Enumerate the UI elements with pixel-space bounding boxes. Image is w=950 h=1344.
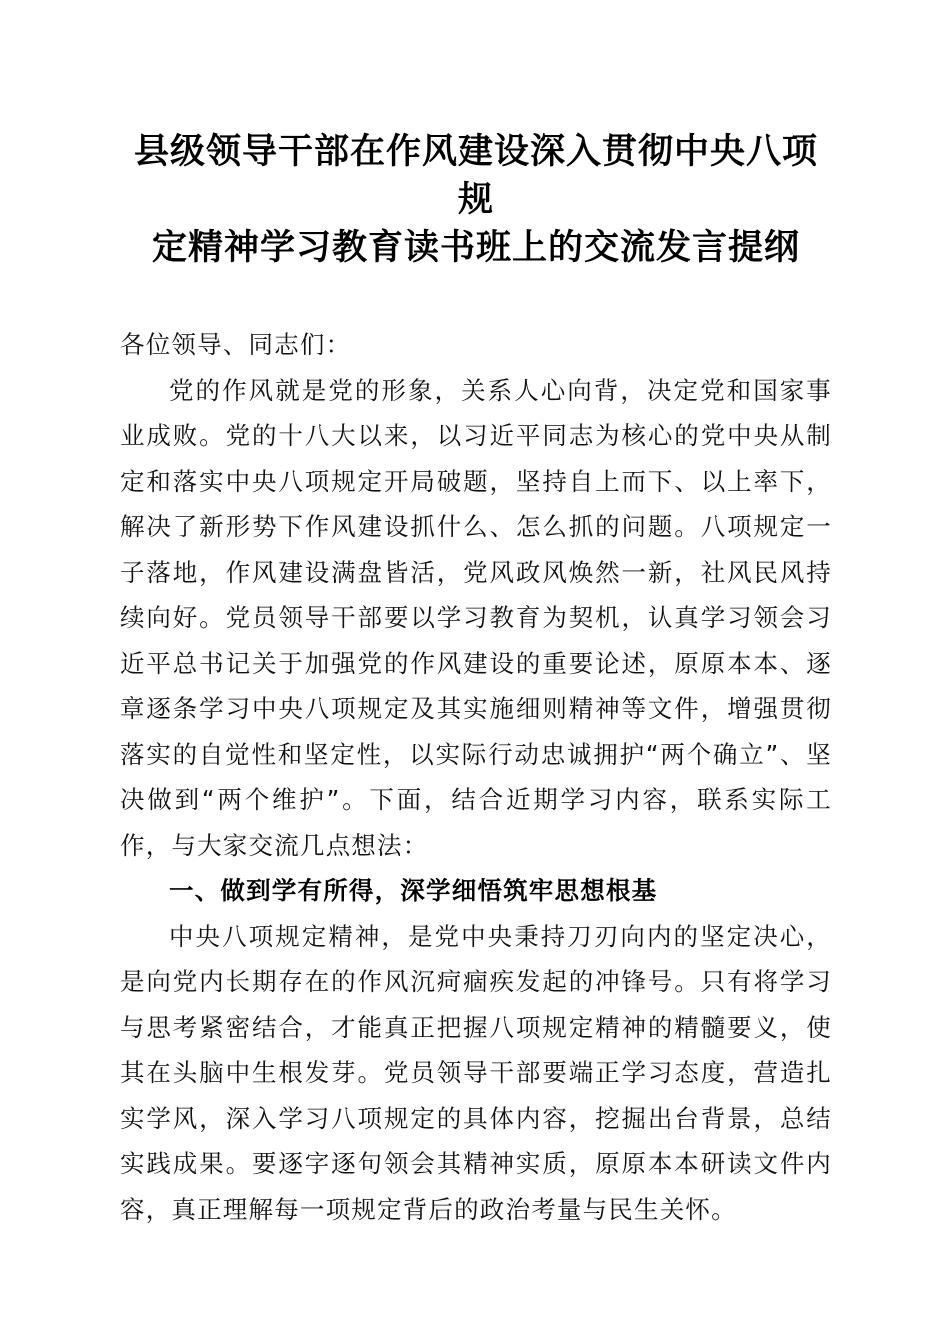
document-title [120,128,832,272]
section-heading: 一、做到学有所得，深学细悟筑牢思想根基 [169,876,658,905]
intro-paragraph: 党的作风就是党的形象，关系人心向背，决定党和国家事业成败。党的十八大以来，以习近平同志为核心的党中央从制定和落实中央八项规定开局破题，坚持自上而下、以上率下，解决了新形势下作风建设抓什么、怎么抓的问题。八项规定一子落地，作风建设满盘皆活，党风政风焕然一新，社风民风持续向好。党员领导干部要以学习教育为契机，认真学习领会习近平总书记关于加强党的作风建设的重要论述，原原本本、逐章逐条学习中央八项规定及其实施细则精神等文件，增强贯彻落实的自觉性和坚定性，以实际行动忠诚拥护“两个确立”、坚决做到“两个维护”。下面，结合近期学习内容，联系实际工作，与大家交流几点想法： [120,375,832,860]
document-title-line-1: 县级领导干部在作风建设深入贯彻中央八项规 [133,131,818,220]
section-paragraph: 中央八项规定精神，是党中央秉持刀刃向内的坚定决心，是向党内长期存在的作风沉疴痼疾发起的冲锋号。只有将学习与思考紧密结合，才能真正把握八项规定精神的精髓要义，使其在头脑中生根发芽。党员领导干部要端正学习态度，营造扎实学风，深入学习八项规定的具体内容，挖掘出台背景，总结实践成果。要逐字逐句领会其精神实质，原原本本研读文件内容，真正理解每一项规定背后的政治考量与民生关怀。 [120,921,832,1224]
document-page [120,128,832,1232]
salutation: 各位领导、同志们： [120,330,352,359]
document-title-line-2: 定精神学习教育读书班上的交流发言提纲 [151,227,800,268]
document-body [120,322,832,1232]
